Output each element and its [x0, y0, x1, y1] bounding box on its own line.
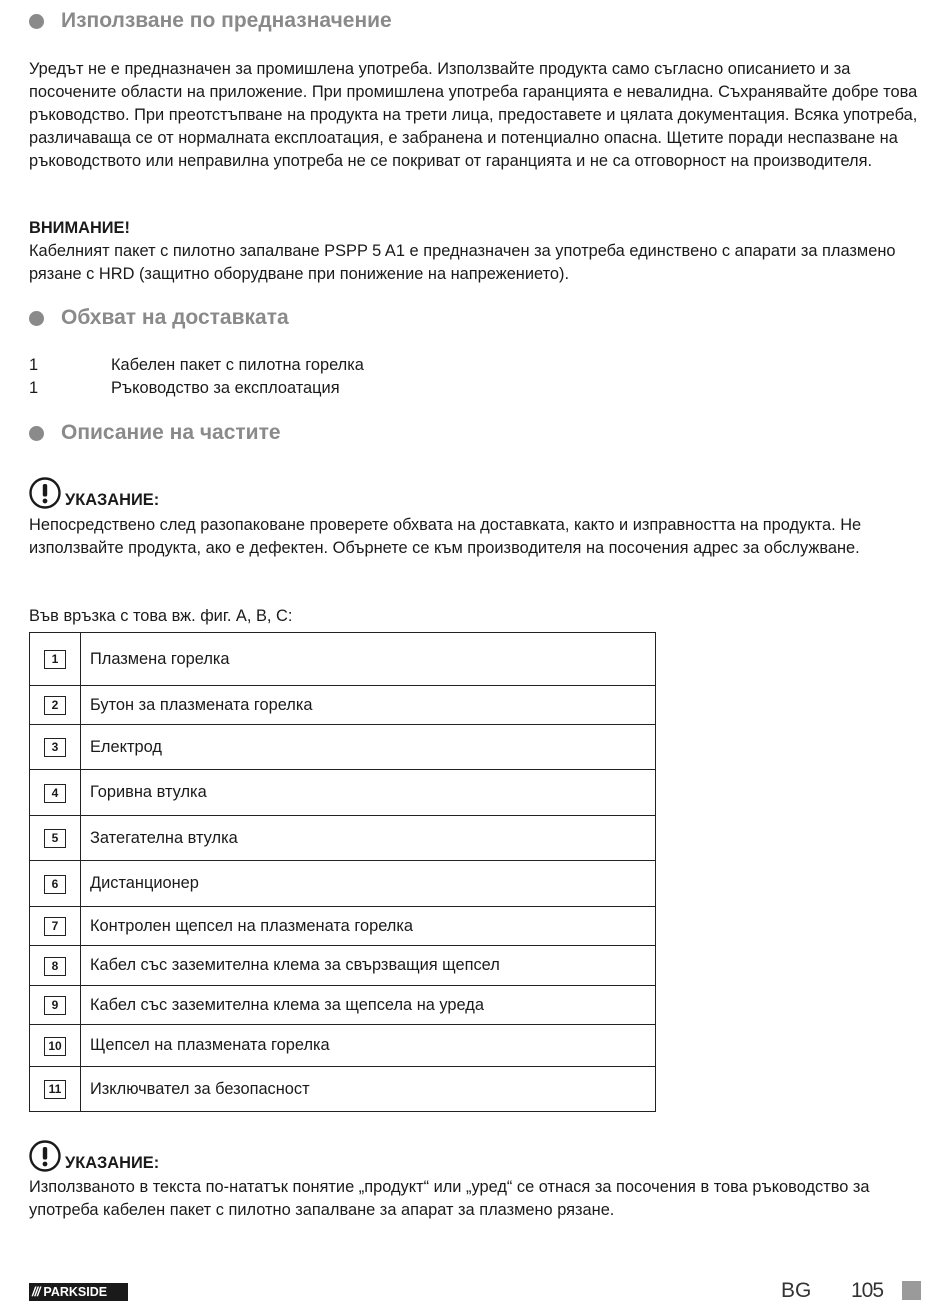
warning-title: ВНИМАНИЕ! — [29, 219, 130, 237]
part-number: 5 — [44, 829, 66, 848]
bullet-icon — [29, 14, 44, 29]
figure-reference: Във връзка с това вж. фиг. A, B, C: — [29, 607, 293, 625]
logo-slashes: /// — [32, 1285, 40, 1299]
table-row — [30, 861, 656, 907]
table-row — [30, 1025, 656, 1067]
table-row — [30, 816, 656, 861]
heading-text: Обхват на доставката — [61, 306, 289, 329]
heading-text: Използване по предназначение — [61, 9, 392, 32]
parkside-logo — [29, 1283, 128, 1301]
table-row — [30, 946, 656, 986]
note-label: УКАЗАНИЕ: — [65, 1154, 160, 1172]
table-row — [30, 686, 656, 725]
table-row — [30, 986, 656, 1025]
list-item — [29, 354, 364, 377]
part-number: 2 — [44, 696, 66, 715]
item-text: Ръководство за експлоатация — [111, 379, 340, 397]
part-description: Контролен щепсел на плазмената горелка — [81, 907, 656, 946]
part-number: 10 — [44, 1037, 66, 1056]
part-description: Кабел със заземителна клема за свързващия щепсел — [81, 946, 656, 986]
item-qty: 1 — [29, 356, 39, 374]
part-description: Затегателна втулка — [81, 816, 656, 861]
part-number: 11 — [44, 1080, 66, 1099]
table-row — [30, 633, 656, 686]
note-paragraph: Непосредствено след разопаковане проверете обхвата на доставката, както и изправността на продукта. Не използвайте продукта, ако е дефектен. Обърнете се към производителя на посочения адрес за обслужване. — [29, 516, 862, 557]
table-row — [30, 725, 656, 770]
part-description: Кабел със заземителна клема за щепсела на уреда — [81, 986, 656, 1025]
exclamation-icon — [29, 1140, 61, 1172]
note-heading-2 — [29, 1140, 159, 1172]
item-qty: 1 — [29, 379, 39, 397]
part-description: Щепсел на плазмената горелка — [81, 1025, 656, 1067]
logo-text: PARKSIDE — [43, 1285, 108, 1299]
intended-use-paragraph: Уредът не е предназначен за промишлена употреба. Използвайте продукта само съгласно описанието и за посочените области на приложение. При промишлена употреба гаранцията е невалидна. Съхранявайте добре това ръководство. При преотстъпване на продукта на трети лица, предоставете и цялата документация. Всяка употреба, различаваща се от нормалната експлоатация, е забранена и потенциално опасна. Щетите поради неспазване на ръководството или неправилна употреба не се покриват от гаранцията и не са отговорност на производителя. — [29, 60, 918, 170]
note-heading — [29, 477, 159, 509]
part-number: 8 — [44, 957, 66, 976]
part-description: Плазмена горелка — [81, 633, 656, 686]
language-code: BG — [781, 1279, 812, 1302]
heading-intended-use — [29, 9, 392, 33]
warning-paragraph: Кабелният пакет с пилотно запалване PSPP 5 A1 е предназначен за употреба единствено с апарати за плазмено рязане с HRD (защитно оборудване при понижение на напрежението). — [29, 242, 896, 283]
part-number: 9 — [44, 996, 66, 1015]
note-label: УКАЗАНИЕ: — [65, 491, 160, 509]
note-paragraph-2: Използваното в текста по-нататък понятие „продукт“ или „уред“ се отнася за посочения в това ръководство за употреба кабелен пакет с пилотно запалване за апарат за плазмено рязане. — [29, 1178, 870, 1219]
bullet-icon — [29, 426, 44, 441]
part-description: Дистанционер — [81, 861, 656, 907]
heading-scope-of-delivery — [29, 306, 289, 330]
table-row — [30, 770, 656, 816]
page-marker-square — [902, 1281, 921, 1300]
bullet-icon — [29, 311, 44, 326]
page-number: 105 — [851, 1279, 884, 1302]
list-item — [29, 377, 364, 400]
heading-parts-description — [29, 421, 281, 445]
table-row — [30, 907, 656, 946]
part-description: Горивна втулка — [81, 770, 656, 816]
part-description: Електрод — [81, 725, 656, 770]
part-number: 7 — [44, 917, 66, 936]
exclamation-icon — [29, 477, 61, 509]
part-description: Изключвател за безопасност — [81, 1067, 656, 1112]
part-number: 1 — [44, 650, 66, 669]
part-number: 6 — [44, 875, 66, 894]
heading-text: Описание на частите — [61, 421, 281, 444]
part-description: Бутон за плазмената горелка — [81, 686, 656, 725]
part-number: 4 — [44, 784, 66, 803]
part-number: 3 — [44, 738, 66, 757]
scope-list — [29, 354, 364, 400]
parts-table — [29, 632, 656, 1112]
table-row — [30, 1067, 656, 1112]
item-text: Кабелен пакет с пилотна горелка — [111, 356, 364, 374]
